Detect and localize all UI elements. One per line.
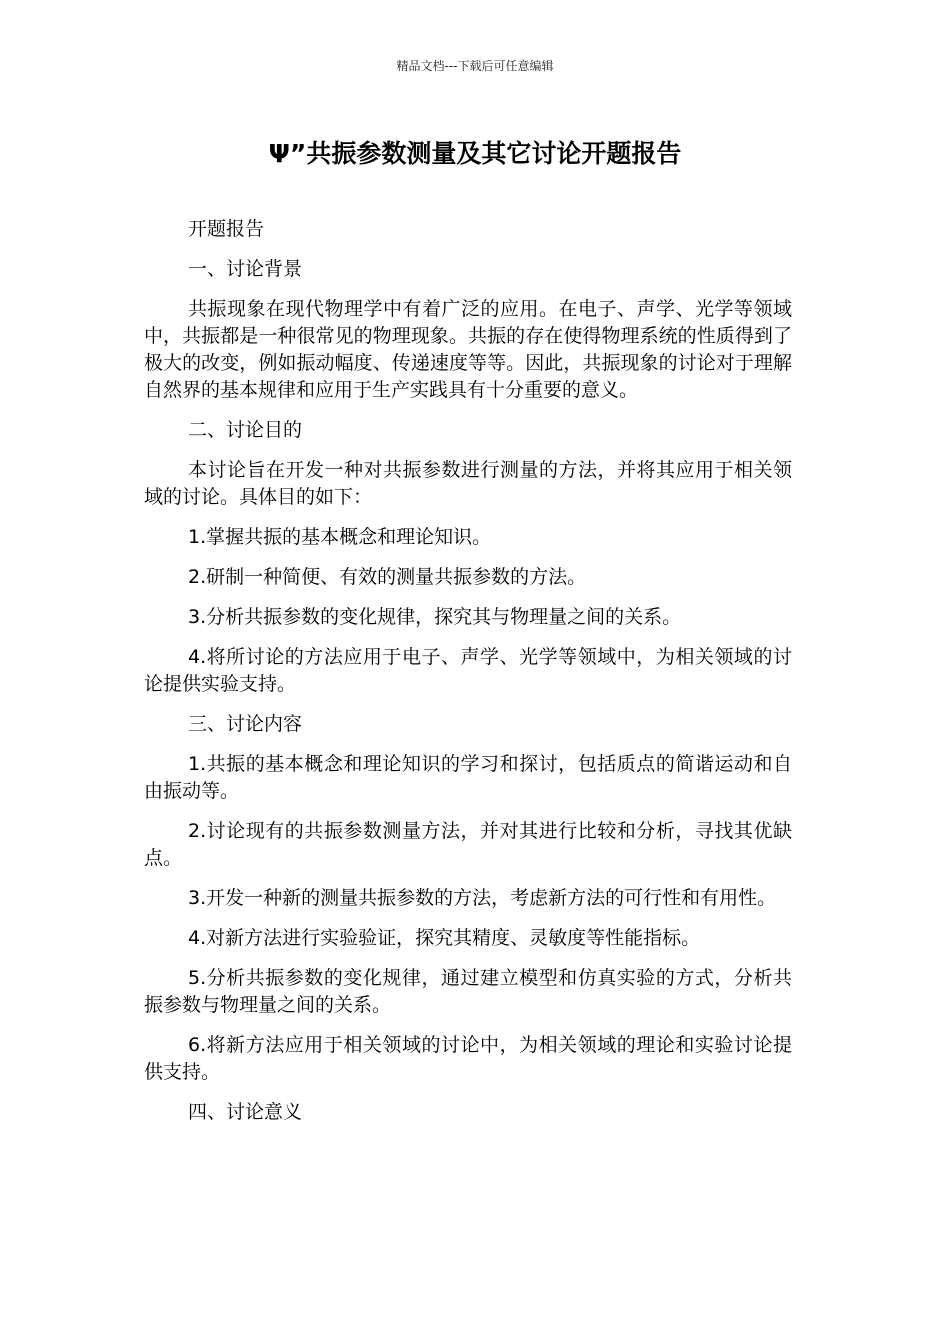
list-item-purpose-2: 2.研制一种简便、有效的测量共振参数的方法。 — [188, 566, 587, 588]
document-title: Ψ”共振参数测量及其它讨论开题报告 — [268, 139, 682, 168]
list-item-content-3: 3.开发一种新的测量共振参数的方法，考虑新方法的可行性和有用性。 — [188, 887, 777, 909]
list-item-content-4: 4.对新方法进行实验验证，探究其精度、灵敏度等性能指标。 — [188, 927, 701, 949]
section-heading-content: 三、讨论内容 — [188, 713, 303, 735]
list-item-purpose-1: 1.掌握共振的基本概念和理论知识。 — [188, 526, 492, 548]
document-body — [144, 216, 792, 1139]
list-item-content-1: 1.共振的基本概念和理论知识的学习和探讨，包括质点的简谐运动和自由振动等。 — [144, 753, 792, 802]
paragraph-background: 共振现象在现代物理学中有着广泛的应用。在电子、声学、光学等领域中，共振都是一种很常见的物理现象。共振的存在使得物理系统的性质得到了极大的改变，例如振动幅度、传递速度等等。因此，共振现象的讨论对于理解自然界的基本规律和应用于生产实践具有十分重要的意义。 — [144, 298, 792, 401]
paragraph-report-label: 开题报告 — [188, 218, 265, 240]
section-heading-purpose: 二、讨论目的 — [188, 419, 303, 441]
list-item-content-6: 6.将新方法应用于相关领域的讨论中，为相关领域的理论和实验讨论提供支持。 — [144, 1034, 792, 1083]
section-heading-significance: 四、讨论意义 — [188, 1101, 303, 1123]
section-heading-background: 一、讨论背景 — [188, 258, 303, 280]
header-note: 精品文档---下载后可任意编辑 — [396, 59, 554, 73]
list-item-content-2: 2.讨论现有的共振参数测量方法，并对其进行比较和分析，寻找其优缺点。 — [144, 820, 792, 869]
list-item-content-5: 5.分析共振参数的变化规律，通过建立模型和仿真实验的方式，分析共振参数与物理量之间的关系。 — [144, 967, 792, 1016]
list-item-purpose-3: 3.分析共振参数的变化规律，探究其与物理量之间的关系。 — [188, 606, 682, 628]
paragraph-purpose-intro: 本讨论旨在开发一种对共振参数进行测量的方法，并将其应用于相关领域的讨论。具体目的如下： — [144, 459, 792, 508]
list-item-purpose-4: 4.将所讨论的方法应用于电子、声学、光学等领域中，为相关领域的讨论提供实验支持。 — [144, 646, 792, 695]
